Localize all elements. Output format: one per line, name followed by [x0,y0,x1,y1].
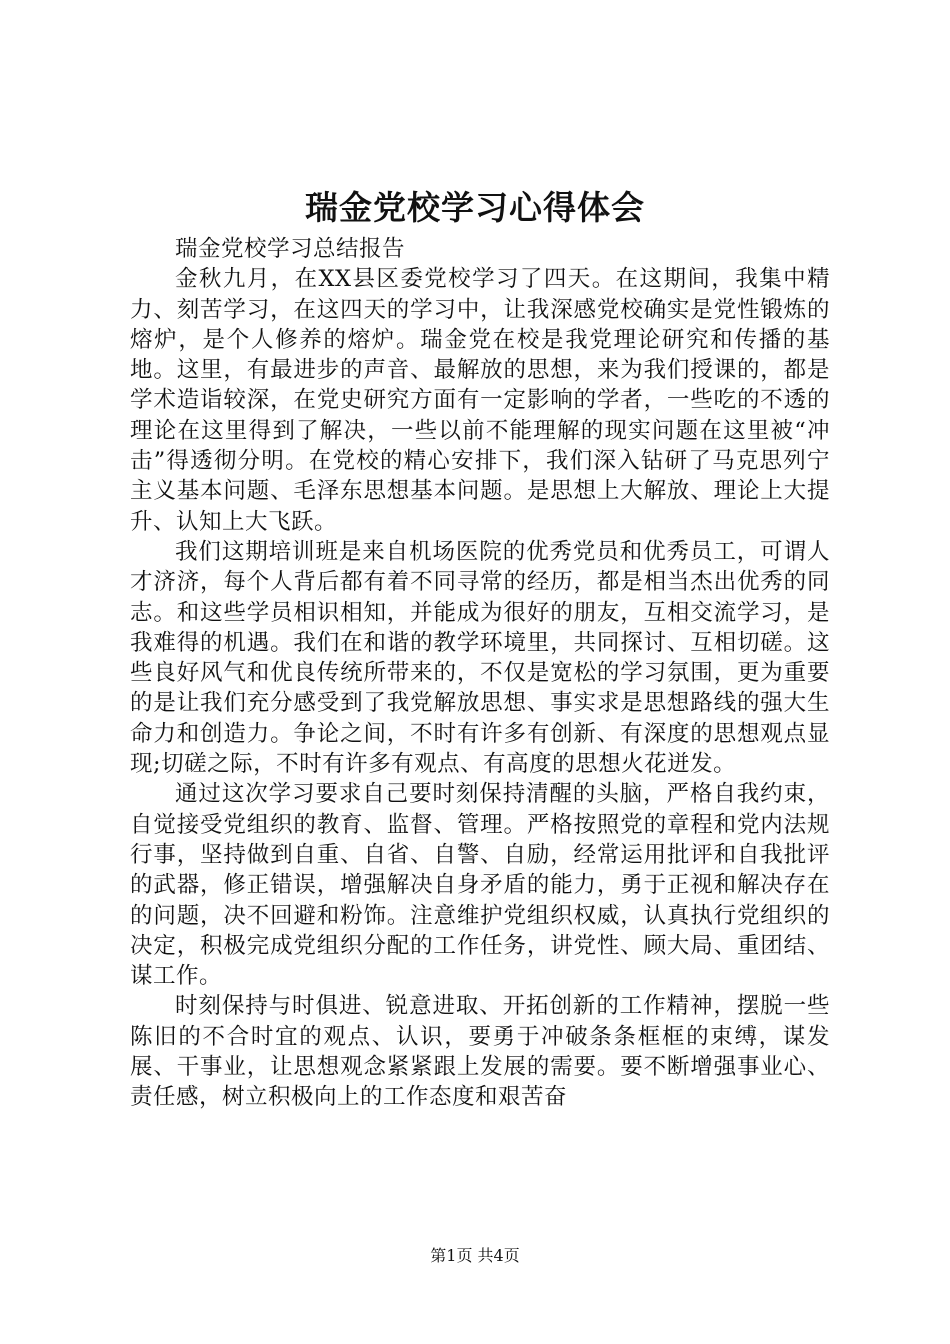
document-subtitle: 瑞金党校学习总结报告 [175,236,406,262]
paragraph-4: 时刻保持与时俱进、锐意进取、开拓创新的工作精神，摆脱一些陈旧的不合时宜的观点、认识，要勇于冲破条条框框的束缚，谋发展、干事业，让思想观念紧紧跟上发展的需要。要不断增强事业心、责任感，树立积极向上的工作态度和艰苦奋 [130,993,830,1111]
paragraph-2: 我们这期培训班是来自机场医院的优秀党员和优秀员工，可谓人才济济，每个人背后都有着不同寻常的经历，都是相当杰出优秀的同志。和这些学员相识相知，并能成为很好的朋友，互相交流学习，是我难得的机遇。我们在和谐的教学环境里，共同探讨、互相切磋。这些良好风气和优良传统所带来的，不仅是宽松的学习氛围，更为重要的是让我们充分感受到了我党解放思想、事实求是思想路线的强大生命力和创造力。争论之间，不时有许多有创新、有深度的思想观点显现;切磋之际，不时有许多有观点、有高度的思想火花迸发。 [130,538,830,778]
document-body [130,234,830,1113]
document-title: 瑞金党校学习心得体会 [305,188,645,227]
paragraph-1: 金秋九月，在XX县区委党校学习了四天。在这期间，我集中精力、刻苦学习，在这四天的学习中，让我深感党校确实是党性锻炼的熔炉，是个人修养的熔炉。瑞金党在校是我党理论研究和传播的基地。这里，有最进步的声音、最解放的思想，来为我们授课的，都是学术造诣较深，在党史研究方面有一定影响的学者，一些吃的不透的理论在这里得到了解决，一些以前不能理解的现实问题在这里被“冲击”得透彻分明。在党校的精心安排下，我们深入钻研了马克思列宁主义基本问题、毛泽东思想基本问题。是思想上大解放、理论上大提升、认知上大飞跃。 [130,266,830,535]
page-number-footer: 第1页 共4页 [430,1246,520,1265]
paragraph-3: 通过这次学习要求自己要时刻保持清醒的头脑，严格自我约束，自觉接受党组织的教育、监督、管理。严格按照党的章程和党内法规行事，坚持做到自重、自省、自警、自励，经常运用批评和自我批评的武器，修正错误，增强解决自身矛盾的能力，勇于正视和解决存在的问题，决不回避和粉饰。注意维护党组织权威，认真执行党组织的决定，积极完成党组织分配的工作任务，讲党性、顾大局、重团结、谋工作。 [130,781,830,990]
